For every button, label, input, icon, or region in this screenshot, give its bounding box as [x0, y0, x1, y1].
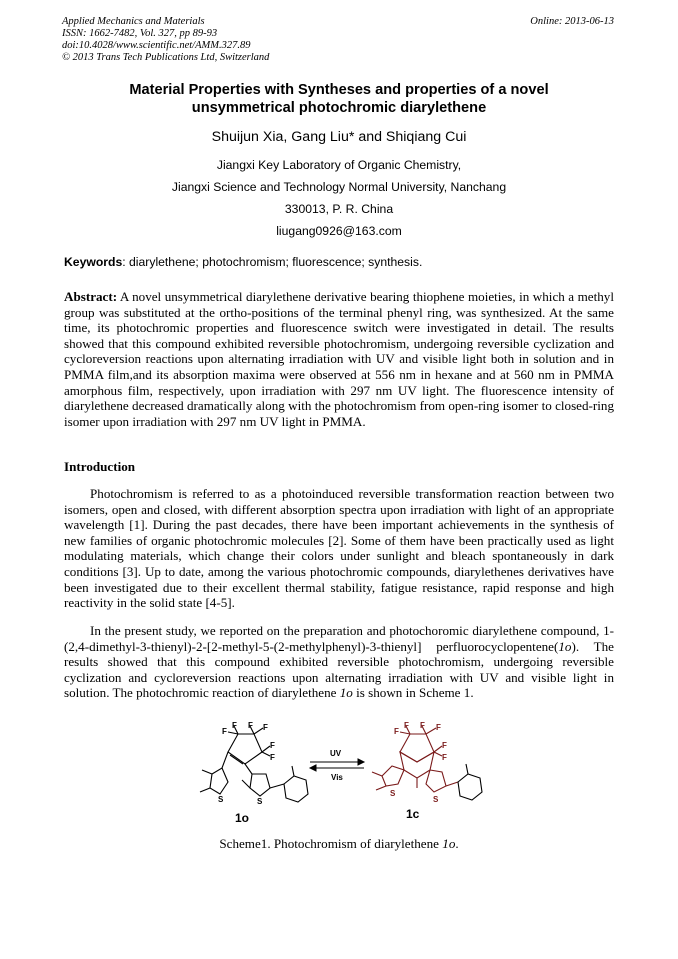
phenyl-ring-closed [458, 774, 482, 800]
fluorine-atom: F [436, 723, 441, 732]
intro-paragraph-1: Photochromism is referred to as a photoinduced reversible transformation reaction between two isomers, open and closed, with different absorption spectra upon irradiation with light of an appropriate wavelength [1]. During the past decades, there have been important achievements in the synthesis of new families of organic photochromic molecules [2]. Some of them have been practically used as light modulating materials, which change their colors under sunlight and bleach spontaneously in dark conditions [3]. Up to date, among the various photochromic compounds, diarylethenes derivatives have been investigated due to their excellent thermal stability, fatigue resistance, rapid response and high reactivity in the solid state [4-5]. [64, 486, 614, 611]
compound-ref: 1o [442, 836, 456, 851]
authors: Shuijun Xia, Gang Liu* and Shiqiang Cui [211, 129, 467, 145]
phenyl-closed [458, 764, 482, 800]
compound-ref: 1o [339, 685, 353, 701]
sulfur-atom: S [433, 795, 439, 804]
fluorine-atom: F [420, 722, 425, 730]
label-1c: 1c [406, 807, 420, 821]
section-heading-introduction: Introduction [64, 459, 136, 474]
molecule-1o [200, 726, 308, 802]
thiophene-left-open [210, 768, 228, 794]
fluorine-atom: F [222, 727, 227, 736]
para-text: is shown in Scheme 1. [352, 685, 474, 701]
paper-title [60, 81, 618, 117]
sulfur-atom: S [257, 797, 263, 806]
phenyl-ring-open [284, 776, 308, 802]
sulfur-atom: S [390, 789, 396, 798]
para-text: In the present study, we reported on the preparation and photochoromic diarylethene compound, 1-(2,4-dimethyl-3-thienyl)-2-[2-methyl-5-(2-methylphenyl)-3-thienyl] perfluorocyclopentene( [64, 623, 614, 654]
fluorine-atom: F [442, 741, 447, 750]
abstract-label: Abstract: [64, 289, 118, 304]
label-1o: 1o [235, 811, 250, 825]
equilibrium-arrows [310, 759, 364, 771]
fluorine-atom: F [442, 753, 447, 762]
cyclopentene-ring-closed [400, 734, 434, 762]
affiliation-line: 330013, P. R. China [284, 202, 394, 216]
keywords-label: Keywords [64, 255, 123, 269]
thiophene-right-open [250, 774, 270, 796]
scheme-1-figure [190, 722, 490, 830]
abstract [64, 289, 614, 429]
title-line-1: Material Properties with Syntheses and properties of a novel [129, 82, 549, 98]
thiophene-left-closed [382, 766, 404, 786]
issn-line: ISSN: 1662-7482, Vol. 327, pp 89-93 [62, 28, 218, 39]
fluorine-atom: F [394, 727, 399, 736]
fluorine-atom: F [263, 723, 268, 732]
para-text: ). The results showed that this compound exhibited reversible photochromism, undergoing reversible cyclization and cycloreversion reactions upon alternating irradiation with UV and visible light in solution. The photochromic reaction of diarylethene [64, 638, 614, 701]
fluorine-atom: F [404, 722, 409, 730]
atom-labels-open [218, 722, 275, 806]
sulfur-atom: S [218, 795, 224, 804]
uv-label: UV [330, 749, 342, 758]
journal-name: Applied Mechanics and Materials [62, 16, 205, 27]
journal-header [62, 16, 269, 64]
abstract-text: A novel unsymmetrical diarylethene derivative bearing thiophene moieties, in which a methyl group was substituted at the ortho-positions of the terminal phenyl ring, was synthesized. At the same time, its photochromic properties and fluorescence switch were investigated in detail. The results showed that this compound exhibited reversible photochromism, undergoing reversible cyclization and cycloreversion reactions upon alternating irradiation with UV and visible light both in solution and in PMMA film,and its absorption maxima were observed at 556 nm in hexane and at 560 nm in PMMA amorphous film, respectively, upon irradiation with 297 nm UV light. The fluorescence intensity of diarylethene decreased dramatically along with the photochromism from open-ring isomer to closed-ring isomer upon irradiation with 297 nm UV light in PMMA. [64, 289, 614, 429]
vis-label: Vis [331, 773, 343, 782]
fluorine-atom: F [232, 722, 237, 730]
cyclopentene-ring-open [228, 734, 262, 764]
fluorine-atom: F [270, 753, 275, 762]
title-line-2: unsymmetrical photochromic diarylethene [191, 100, 487, 116]
caption-text: . [455, 836, 459, 851]
online-date: Online: 2013-06-13 [530, 16, 614, 27]
thiophene-right-closed [426, 770, 446, 792]
keywords-text: : diarylethene; photochromism; fluorescence; synthesis. [122, 255, 423, 269]
keywords [64, 255, 422, 269]
intro-paragraph-2 [64, 623, 614, 701]
fluorine-atom: F [248, 722, 253, 730]
author-email: liugang0926@163.com [276, 224, 402, 238]
compound-ref: 1o [558, 638, 572, 654]
scheme-caption [64, 836, 614, 852]
affiliation-line: Jiangxi Key Laboratory of Organic Chemistry, [216, 158, 462, 172]
copyright-line: © 2013 Trans Tech Publications Ltd, Switzerland [62, 52, 270, 63]
affiliation [60, 154, 618, 242]
fluorine-atom: F [270, 741, 275, 750]
affiliation-line: Jiangxi Science and Technology Normal University, Nanchang [171, 180, 507, 194]
caption-text: Scheme1. Photochromism of diarylethene [219, 836, 443, 851]
doi-line: doi:10.4028/www.scientific.net/AMM.327.89 [62, 40, 251, 51]
